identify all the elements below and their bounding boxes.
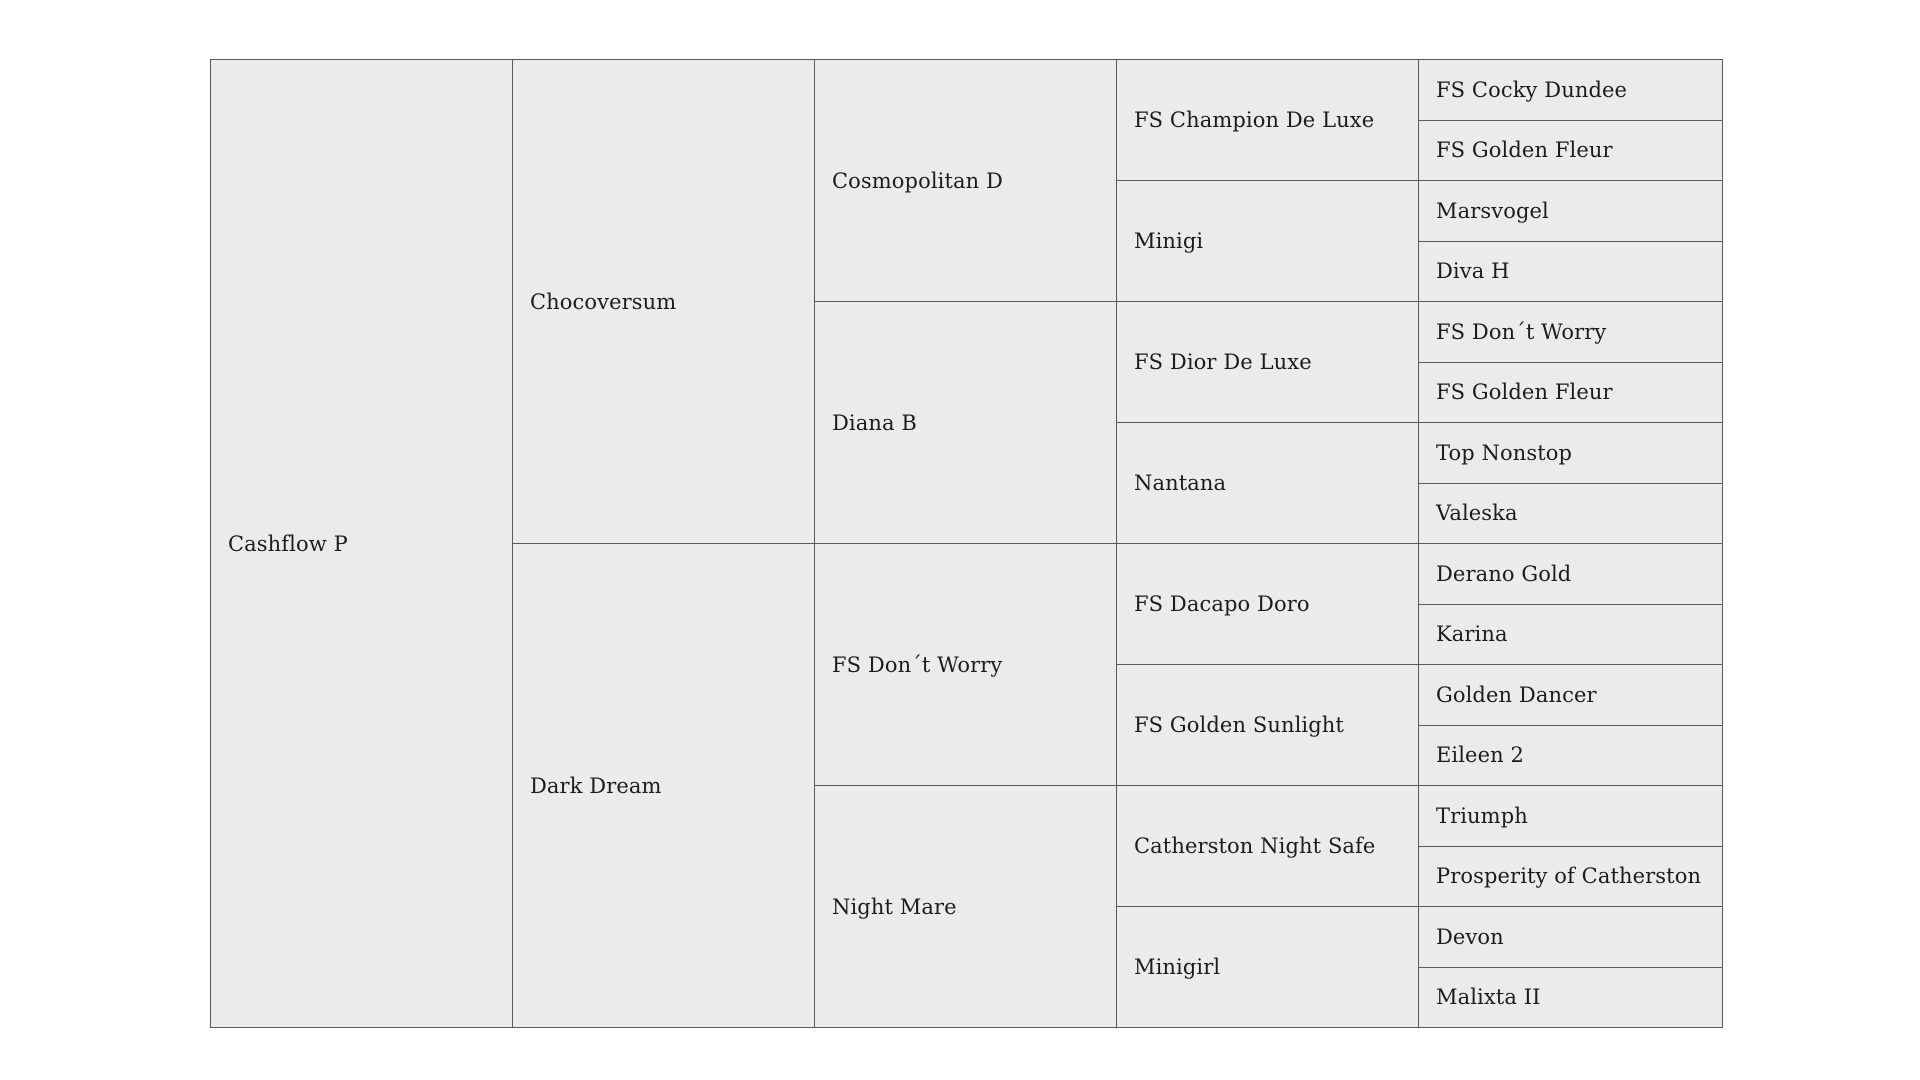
- pedigree-cell-gen5: Prosperity of Catherston: [1419, 846, 1723, 907]
- pedigree-cell-gen5: FS Don´t Worry: [1419, 302, 1723, 363]
- pedigree-cell-gen4: Minigirl: [1117, 907, 1419, 1028]
- pedigree-cell-gen4: FS Golden Sunlight: [1117, 665, 1419, 786]
- pedigree-cell-gen5: FS Cocky Dundee: [1419, 60, 1723, 121]
- pedigree-cell-gen5: Derano Gold: [1419, 544, 1723, 605]
- pedigree-cell-gen4: FS Dacapo Doro: [1117, 544, 1419, 665]
- pedigree-cell-gen1-horse: Cashflow P: [211, 60, 513, 1028]
- pedigree-cell-gen4: Nantana: [1117, 423, 1419, 544]
- pedigree-cell-gen3: Cosmopolitan D: [815, 60, 1117, 302]
- pedigree-cell-gen4: FS Champion De Luxe: [1117, 60, 1419, 181]
- pedigree-cell-gen5: Marsvogel: [1419, 181, 1723, 242]
- pedigree-cell-gen3: Diana B: [815, 302, 1117, 544]
- pedigree-cell-gen5: Triumph: [1419, 786, 1723, 847]
- pedigree-cell-gen4: Minigi: [1117, 181, 1419, 302]
- pedigree-cell-gen2-sire: Chocoversum: [513, 60, 815, 544]
- pedigree-row: [211, 60, 1723, 121]
- pedigree-cell-gen5: Top Nonstop: [1419, 423, 1723, 484]
- pedigree-cell-gen5: Karina: [1419, 604, 1723, 665]
- pedigree-cell-gen5: Golden Dancer: [1419, 665, 1723, 726]
- pedigree-cell-gen4: FS Dior De Luxe: [1117, 302, 1419, 423]
- pedigree-cell-gen5: Malixta II: [1419, 967, 1723, 1028]
- pedigree-cell-gen5: FS Golden Fleur: [1419, 362, 1723, 423]
- pedigree-cell-gen4: Catherston Night Safe: [1117, 786, 1419, 907]
- pedigree-cell-gen5: Devon: [1419, 907, 1723, 968]
- pedigree-table: [210, 59, 1723, 1028]
- pedigree-cell-gen2-dam: Dark Dream: [513, 544, 815, 1028]
- pedigree-cell-gen5: Diva H: [1419, 241, 1723, 302]
- pedigree-cell-gen3: Night Mare: [815, 786, 1117, 1028]
- pedigree-cell-gen5: Eileen 2: [1419, 725, 1723, 786]
- pedigree-cell-gen3: FS Don´t Worry: [815, 544, 1117, 786]
- pedigree-cell-gen5: FS Golden Fleur: [1419, 120, 1723, 181]
- pedigree-cell-gen5: Valeska: [1419, 483, 1723, 544]
